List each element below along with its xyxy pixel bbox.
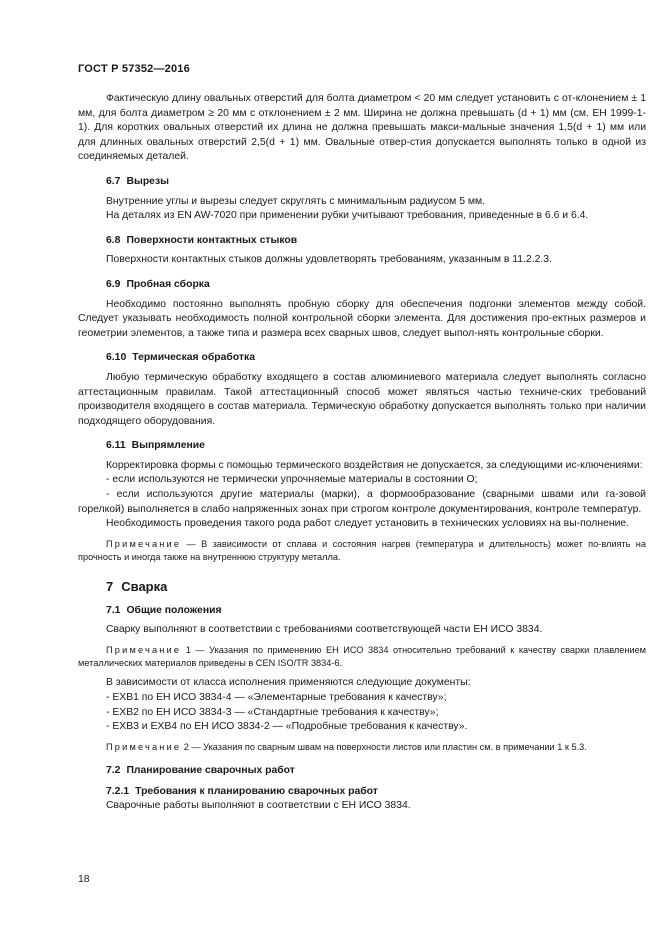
note-text: 1 — Указания по применению ЕН ИСО 3834 относительно требований к качеству сварки плавлением металлических материалов приведены в CEN ISO/TR 3834-6. — [78, 645, 646, 669]
section-title: Поверхности контактных стыков — [126, 234, 298, 246]
list-item: - если используются не термически упрочняемые материалы в состоянии О; — [106, 474, 478, 486]
list-item: - EXB3 и EXB4 по ЕН ИСО 3834-2 — «Подробные требования к качеству». — [106, 721, 468, 733]
paragraph: Корректировка формы с помощью термического воздействия не допускается, за следующими ис-ключениями: — [106, 459, 643, 471]
section-number: 6.9 — [106, 278, 121, 290]
section-number: 6.10 — [106, 352, 127, 364]
intro-paragraph: Фактическую длину овальных отверстий для болта диаметром < 20 мм следует установить с от-клонением ± 1 мм, для болта диаметром ≥ 20 мм с отклонением ± 2 мм. Ширина не должна превышать (d + 1) мм (см. ЕН 1999-1-1). Для коротких овальных отверстий их длина не должна превышать макси-мальные значения 1,5(d + 1) мм или для длинных овальных отверстий 2,5(d + 1) мм. Овальные отвер-стия допускается выполнять только в одной из соединяемых деталей. — [78, 93, 646, 163]
note — [78, 741, 646, 754]
list-item: - EXB1 по ЕН ИСО 3834-4 — «Элементарные требования к качеству»; — [106, 692, 447, 704]
section-heading-6-7 — [106, 175, 646, 190]
section-title: Пробная сборка — [126, 278, 210, 290]
section-number: 7 — [106, 579, 114, 595]
note-text: 2 — Указания по сварным швам на поверхности листов или пластин см. в примечании 1 к 5.3. — [181, 741, 587, 752]
paragraph: Внутренние углы и вырезы следует скруглять с минимальным радиусом 5 мм. — [106, 195, 486, 207]
note-label: Примечание — [106, 741, 182, 752]
section-heading-6-11 — [106, 439, 646, 454]
paragraph: Необходимо постоянно выполнять пробную сборку для обеспечения подгонки элементов между собой. Следует указывать необходимость полной контрольной сборки элемента. Для достижения про-ектных размеров и геометрии элементов, а также типа и размера всех сварных швов, следует выпол-нять контрольные сборки. — [78, 298, 646, 339]
section-number: 6.7 — [106, 175, 121, 187]
paragraph: Необходимость проведения такого рода работ следует установить в технических условиях на вы-полнение. — [106, 518, 630, 530]
document-body — [78, 92, 646, 814]
section-title: Термическая обработка — [132, 352, 255, 364]
paragraph: Сварку выполняют в соответствии с требованиями соответствующей части ЕН ИСО 3834. — [106, 624, 543, 636]
section-number: 7.2 — [106, 765, 121, 777]
list-item: - EXB2 по ЕН ИСО 3834-3 — «Стандартные требования к качеству»; — [106, 706, 439, 718]
note — [78, 644, 646, 670]
section-title: Общие положения — [126, 604, 222, 616]
paragraph: На деталях из EN AW-7020 при применении рубки учитывают требования, приведенные в 6.6 и 6.4. — [106, 210, 589, 222]
page-number: 18 — [78, 874, 90, 885]
section-title: Требования к планированию сварочных работ — [135, 785, 378, 797]
paragraph: Сварочные работы выполняют в соответствии с ЕН ИСО 3834. — [106, 800, 411, 812]
note-text: — В зависимости от сплава и состояния нагрев (температура и длительность) может по-влиять на прочность и иногда также на внутреннюю структуру металла. — [78, 538, 646, 563]
section-heading-6-8 — [106, 234, 646, 249]
section-heading-7 — [106, 580, 646, 595]
paragraph: Поверхности контактных стыков должны удовлетворять требованиям, указанным в 11.2.2.3. — [106, 254, 552, 266]
section-title: Планирование сварочных работ — [126, 765, 295, 777]
section-heading-7-2-1 — [106, 785, 646, 800]
list-item: - если используются другие материалы (марки), а формообразование (сварными швами или га-зовой горелкой) выполняется в слабо напряженных зонах при строгом контроле документирования, контроле температур. — [78, 489, 646, 515]
note — [78, 538, 646, 564]
section-number: 6.8 — [106, 234, 121, 246]
paragraph: В зависимости от класса исполнения применяются следующие документы: — [106, 677, 471, 689]
section-title: Сварка — [121, 579, 168, 595]
section-number: 7.1 — [106, 604, 121, 616]
section-number: 6.11 — [106, 440, 126, 452]
note-label: Примечание — [106, 538, 182, 549]
standard-header: ГОСТ Р 57352—2016 — [78, 63, 190, 75]
paragraph: Любую термическую обработку входящего в состав алюминиевого материала следует выполнять согласно аттестационным правилам. Такой аттестационный способ может являться частью техниче-ских требований производителя входящего в состав материала. Термическую обработку допускается выполнять только при наличии подходящего оборудования. — [78, 371, 646, 427]
section-title: Вырезы — [126, 175, 169, 187]
section-heading-6-10 — [106, 351, 646, 366]
section-heading-7-2 — [106, 764, 646, 779]
section-heading-7-1 — [106, 604, 646, 619]
section-title: Выпрямление — [131, 440, 205, 452]
section-number: 7.2.1 — [106, 785, 130, 797]
section-heading-6-9 — [106, 278, 646, 293]
note-label: Примечание — [106, 645, 182, 656]
